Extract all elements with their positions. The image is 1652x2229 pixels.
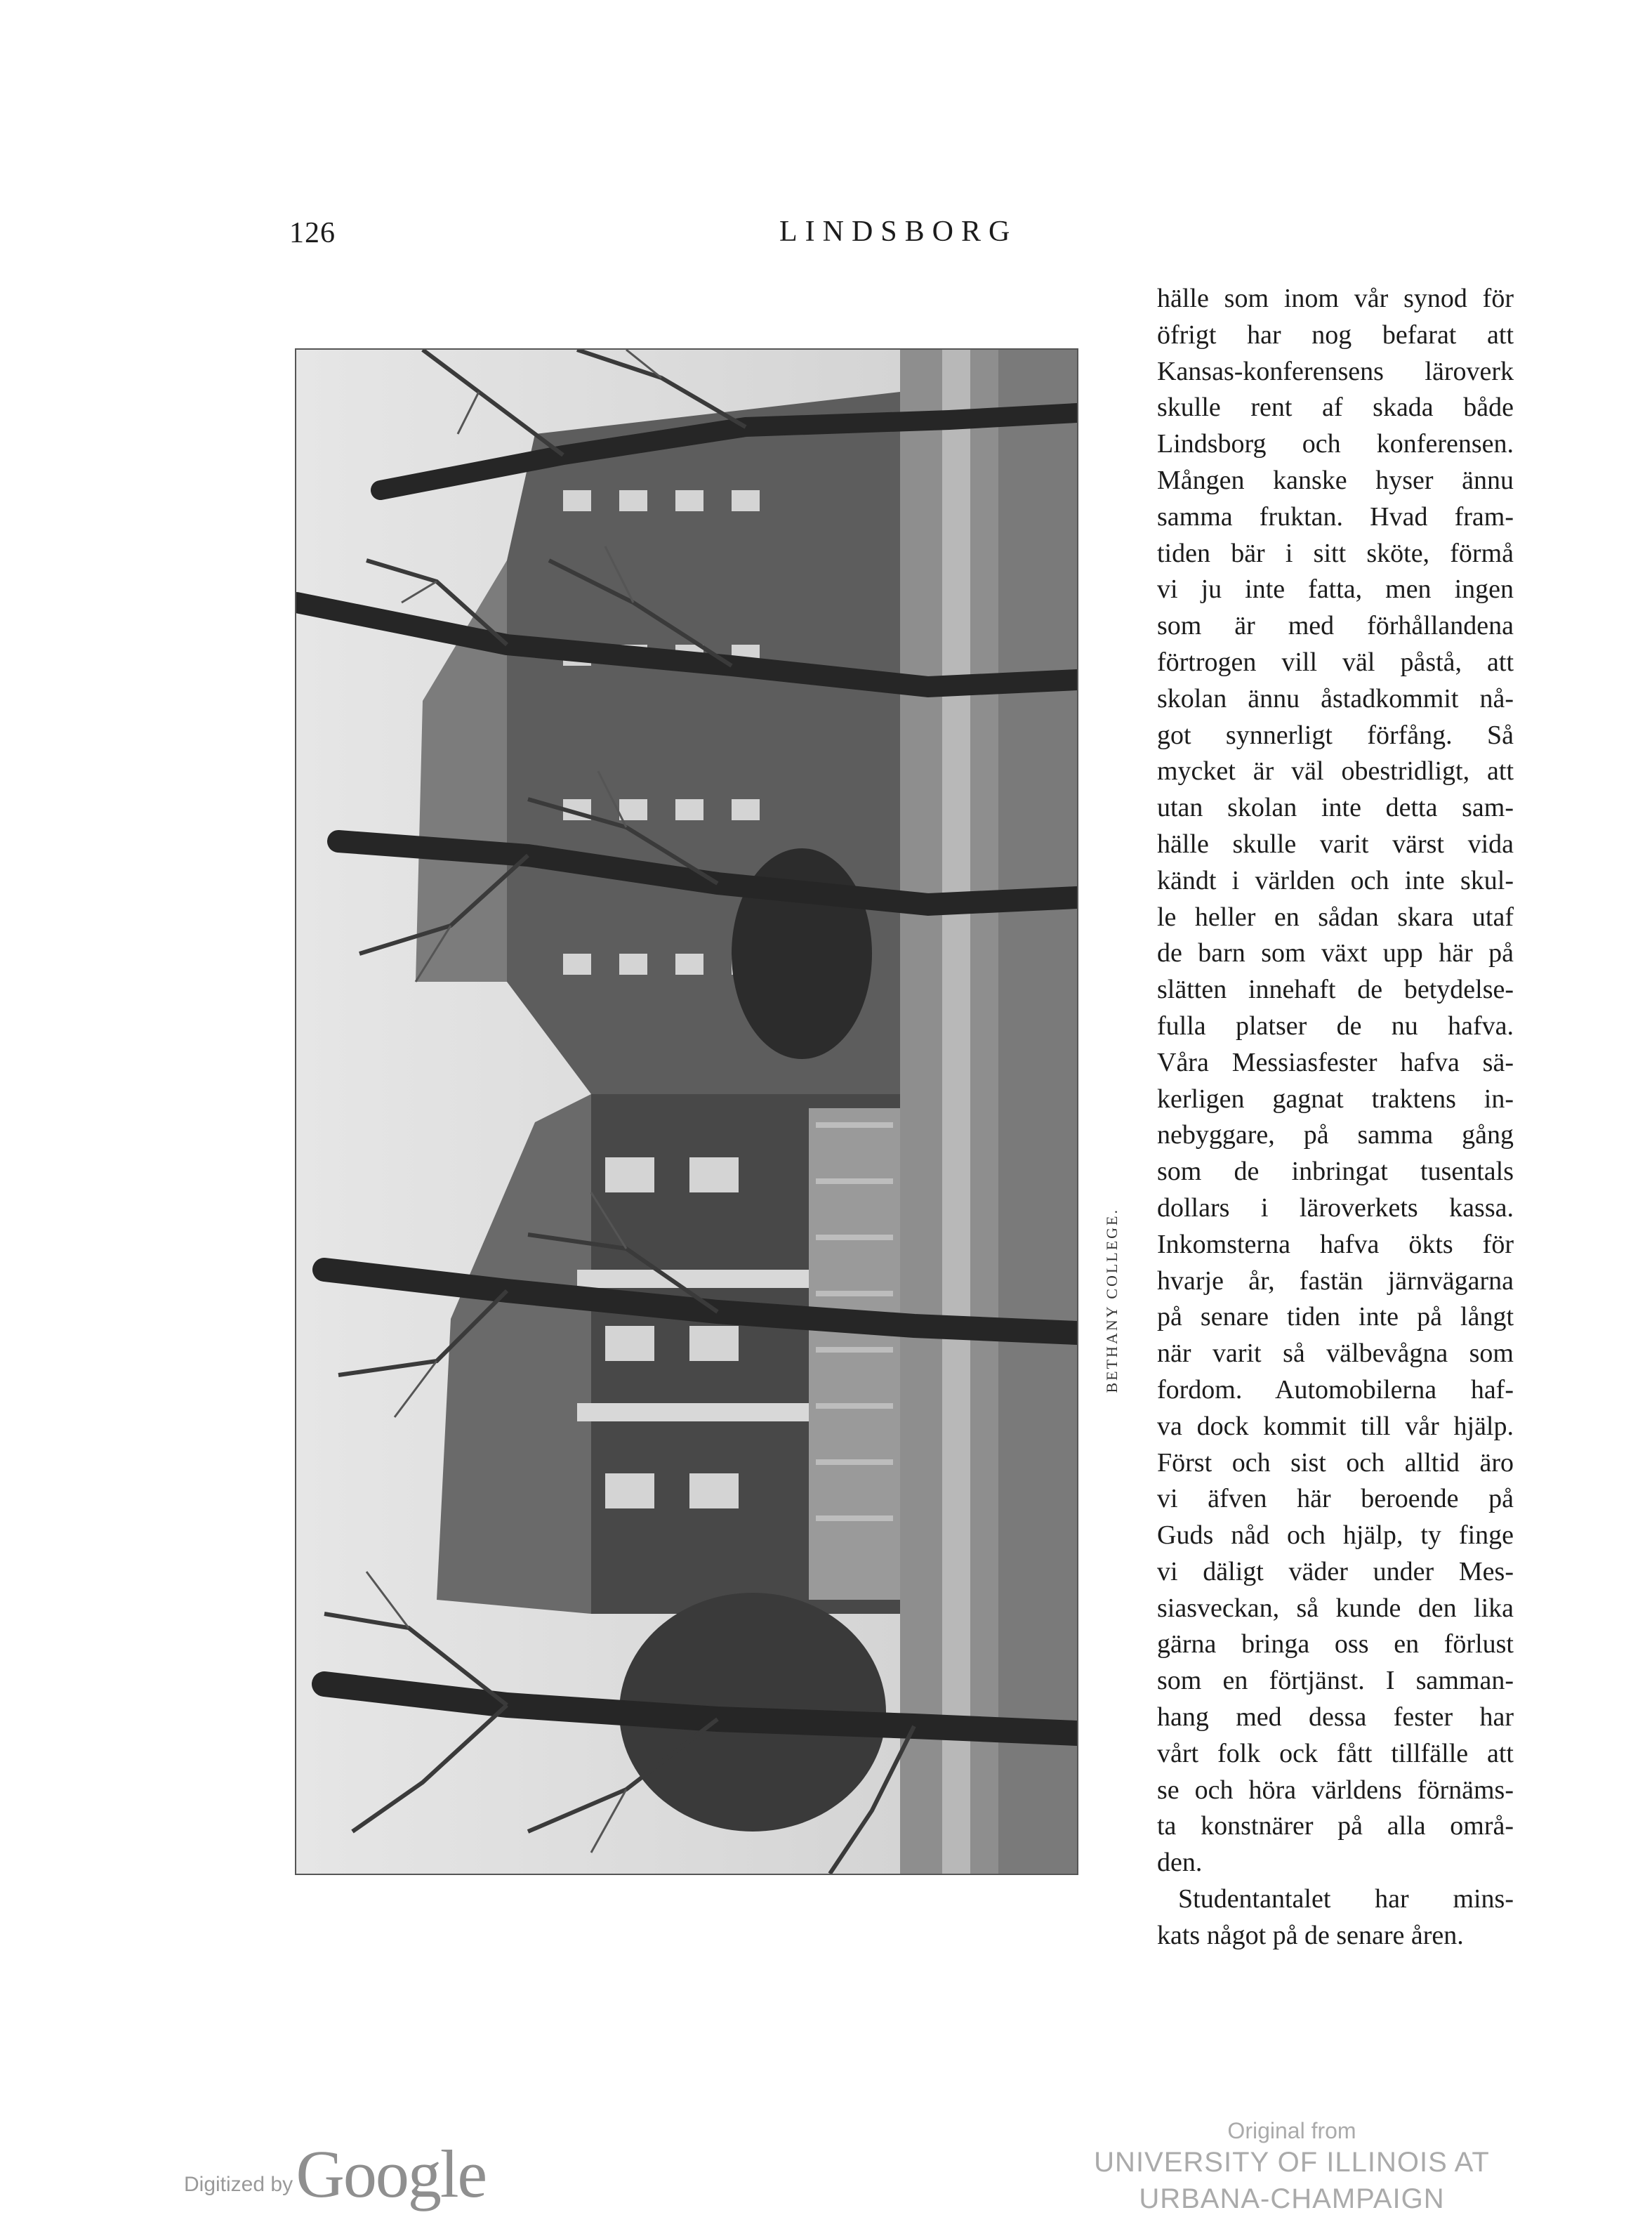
text-line: nebyggare, på samma gång: [1157, 1120, 1514, 1150]
text-line: fulla platser de nu hafva.: [1157, 1011, 1514, 1041]
page-number: 126: [289, 217, 336, 249]
text-line: vi ju inte fatta, men ingen: [1157, 574, 1514, 605]
text-line: som är med förhållandena: [1157, 611, 1514, 641]
text-line: Lindsborg och konferensen.: [1157, 429, 1514, 459]
text-line: got synnerligt förfång. Så: [1157, 720, 1514, 750]
body-text: [1157, 281, 1514, 1954]
figure-caption: BETHANY COLLEGE.: [1103, 1208, 1121, 1393]
text-line: hälle skulle varit värst vida: [1157, 829, 1514, 859]
text-line: se och höra världens förnäms-: [1157, 1775, 1514, 1805]
text-line: kerligen gagnat traktens in-: [1157, 1084, 1514, 1114]
text-line: vi däligt väder under Mes-: [1157, 1556, 1514, 1586]
digitized-by-label: Digitized by: [184, 2173, 293, 2196]
university-name-line1: UNIVERSITY OF ILLINOIS AT: [1094, 2147, 1490, 2178]
text-line: siasveckan, så kunde den lika: [1157, 1593, 1514, 1623]
text-line: Inkomsterna hafva ökts för: [1157, 1229, 1514, 1259]
text-line: Våra Messiasfester hafva sä-: [1157, 1047, 1514, 1077]
text-line: de barn som växt upp här på: [1157, 938, 1514, 968]
text-line: le heller en sådan skara utaf: [1157, 902, 1514, 932]
text-line: förtrogen vill väl påstå, att: [1157, 647, 1514, 677]
text-line: när varit så välbevågna som: [1157, 1339, 1514, 1369]
text-line: Guds nåd och hjälp, ty finge: [1157, 1520, 1514, 1551]
text-line: vi äfven här beroende på: [1157, 1484, 1514, 1514]
digitized-by-google: [184, 2135, 486, 2213]
text-line: som en förtjänst. I samman-: [1157, 1666, 1514, 1696]
text-line: dollars i läroverkets kassa.: [1157, 1192, 1514, 1223]
text-line: mycket är väl obestridligt, att: [1157, 756, 1514, 787]
text-line: skolan ännu åstadkommit nå-: [1157, 683, 1514, 714]
text-line: vårt folk ock fått tillfälle att: [1157, 1738, 1514, 1768]
text-line: hvarje år, fastän järnvägarna: [1157, 1265, 1514, 1296]
university-name-line2: URBANA-CHAMPAIGN: [1139, 2183, 1445, 2214]
text-line: den.: [1157, 1848, 1203, 1878]
text-line: på senare tiden inte på långt: [1157, 1302, 1514, 1332]
text-line: kändt i världen och inte skul-: [1157, 865, 1514, 895]
original-from-label: Original from: [1227, 2118, 1356, 2143]
text-line: Mången kanske hyser ännu: [1157, 465, 1514, 495]
text-line: ta konstnärer på alla områ-: [1157, 1811, 1514, 1841]
text-line: fordom. Automobilerna haf-: [1157, 1374, 1514, 1405]
text-line: öfrigt har nog befarat att: [1157, 320, 1514, 350]
text-line: Studentantalet har mins-: [1178, 1884, 1514, 1914]
text-line: som de inbringat tusentals: [1157, 1157, 1514, 1187]
text-line: hang med dessa fester har: [1157, 1702, 1514, 1732]
text-line: hälle som inom vår synod för: [1157, 284, 1514, 313]
text-line: va dock kommit till vår hjälp.: [1157, 1411, 1514, 1441]
text-line: slätten innehaft de betydelse-: [1157, 975, 1514, 1005]
text-line: utan skolan inte detta sam-: [1157, 793, 1514, 823]
running-title: LINDSBORG: [779, 216, 1018, 248]
text-line: Först och sist och alltid äro: [1157, 1447, 1514, 1478]
google-logo: Google: [296, 2136, 487, 2211]
photograph: [295, 348, 1078, 1875]
text-line: kats något på de senare åren.: [1157, 1920, 1464, 1950]
text-line: skulle rent af skada både: [1157, 393, 1514, 423]
text-line: Kansas-konferensens läroverk: [1157, 356, 1514, 386]
photograph-illustration: [296, 350, 1077, 1874]
original-source: [1081, 2118, 1502, 2217]
text-line: tiden bär i sitt sköte, förmå: [1157, 538, 1514, 568]
text-line: gärna bringa oss en förlust: [1157, 1629, 1514, 1659]
text-line: samma fruktan. Hvad fram-: [1157, 501, 1514, 532]
